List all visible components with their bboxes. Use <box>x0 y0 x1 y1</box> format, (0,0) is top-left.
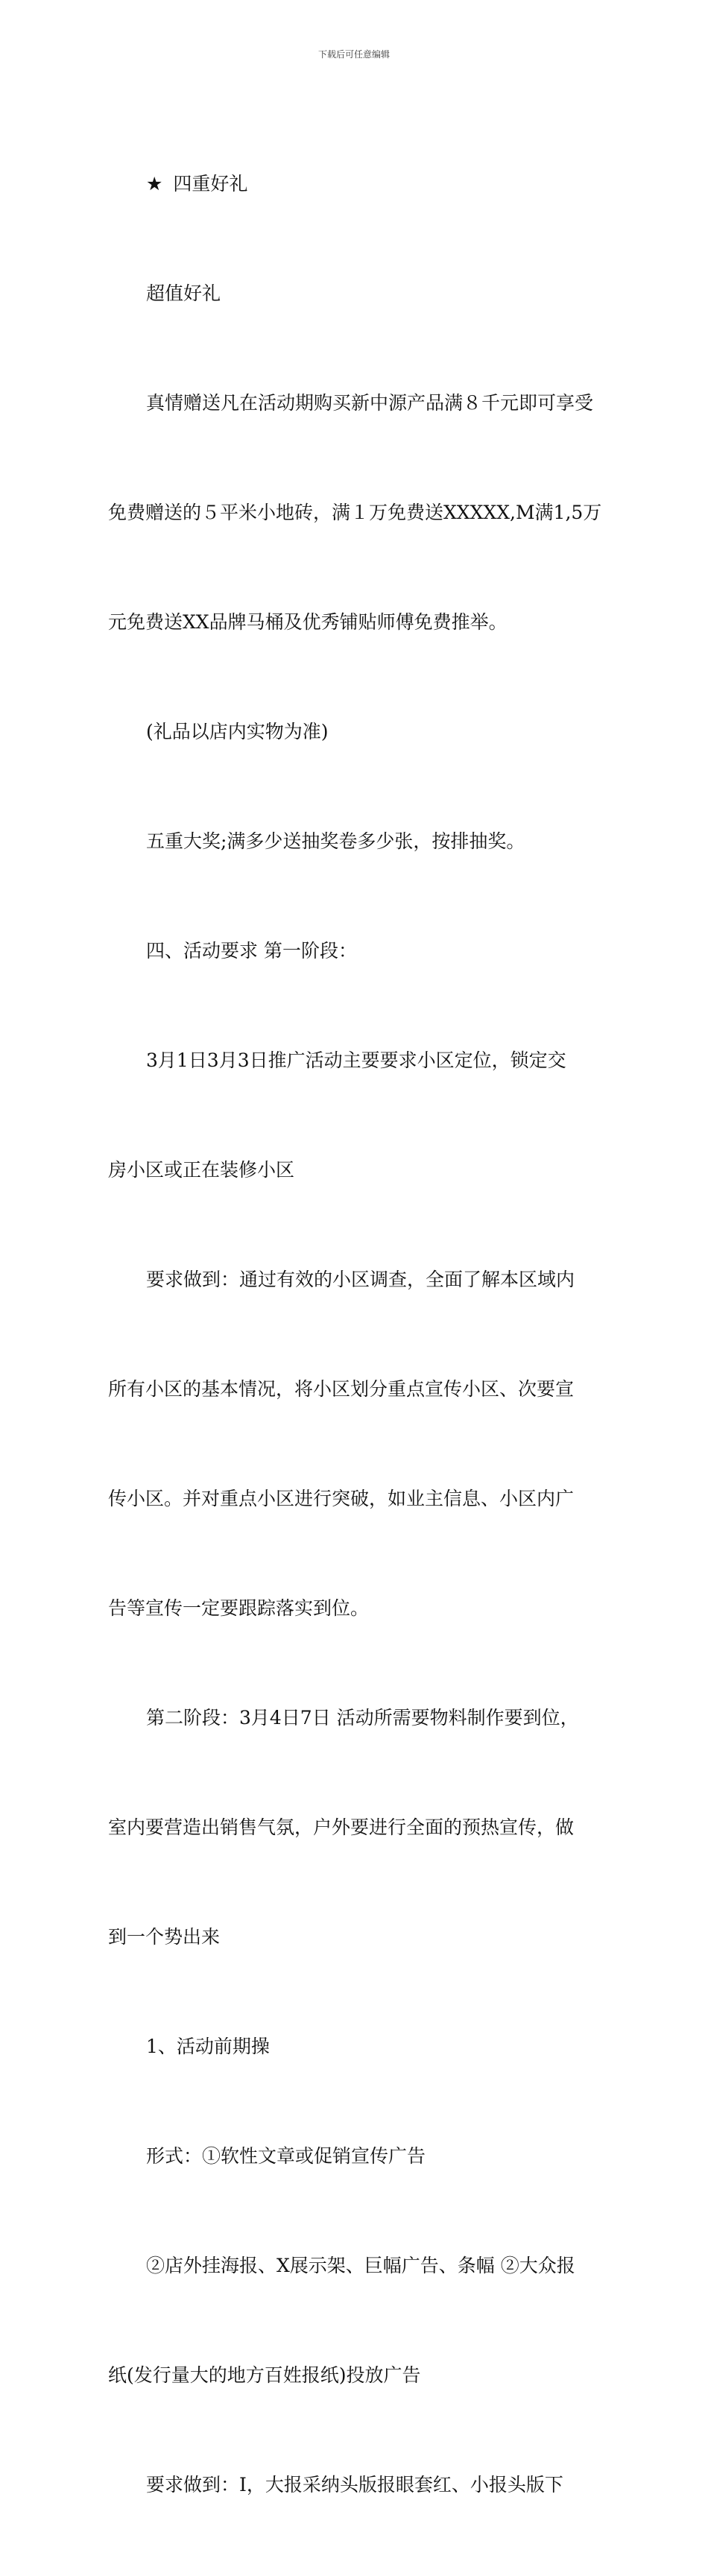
line-20: ②店外挂海报、X展示架、巨幅广告、条幅 ②大众报 <box>146 2255 575 2276</box>
line-15: 第二阶段：3月4日7日 活动所需要物料制作要到位， <box>146 1707 579 1729</box>
line-14: 告等宣传一定要跟踪落实到位。 <box>108 1597 370 1619</box>
line-22: 要求做到：Ⅰ，大报采纳头版报眼套红、小报头版下 <box>146 2474 563 2496</box>
line-13: 传小区。并对重点小区进行突破，如业主信息、小区内广 <box>108 1488 575 1509</box>
line-6: (礼品以店内实物为准) <box>146 721 329 742</box>
line-5: 元免费送XX品牌马桶及优秀铺贴师傅免费推举。 <box>108 611 508 633</box>
line-11: 要求做到：通过有效的小区调查，全面了解本区域内 <box>146 1269 575 1290</box>
line-19: 形式：①软性文章或促销宣传广告 <box>146 2145 426 2167</box>
line-2: 超值好礼 <box>146 282 221 304</box>
line-1: ★ 四重好礼 <box>108 165 615 202</box>
document-body <box>108 92 615 2576</box>
line-12: 所有小区的基本情况，将小区划分重点宣传小区、次要宣 <box>108 1378 575 1400</box>
line-21: 纸(发行量大的地方百姓报纸)投放广告 <box>108 2364 421 2386</box>
line-4: 免费赠送的５平米小地砖，满１万免费送XXXXX,M满1,5万 <box>108 502 602 523</box>
line-9: 3月1日3月3日推广活动主要要求小区定位，锁定交 <box>146 1049 566 1071</box>
page-header: 下载后可任意编辑 <box>317 49 390 60</box>
line-8: 四、活动要求 第一阶段： <box>146 940 357 962</box>
line-10: 房小区或正在装修小区 <box>108 1159 295 1181</box>
star-icon: ★ <box>146 173 163 195</box>
line-17: 到一个势出来 <box>108 1926 221 1948</box>
line-7: 五重大奖;满多少送抽奖卷多少张，按排抽奖。 <box>146 830 525 852</box>
line-3: 真情赠送凡在活动期购买新中源产品满８千元即可享受 <box>146 392 594 414</box>
line-18: 1、活动前期操 <box>146 2036 270 2057</box>
line-16: 室内要营造出销售气氛，户外要进行全面的预热宣传，做 <box>108 1816 575 1838</box>
document-text <box>108 92 615 2576</box>
